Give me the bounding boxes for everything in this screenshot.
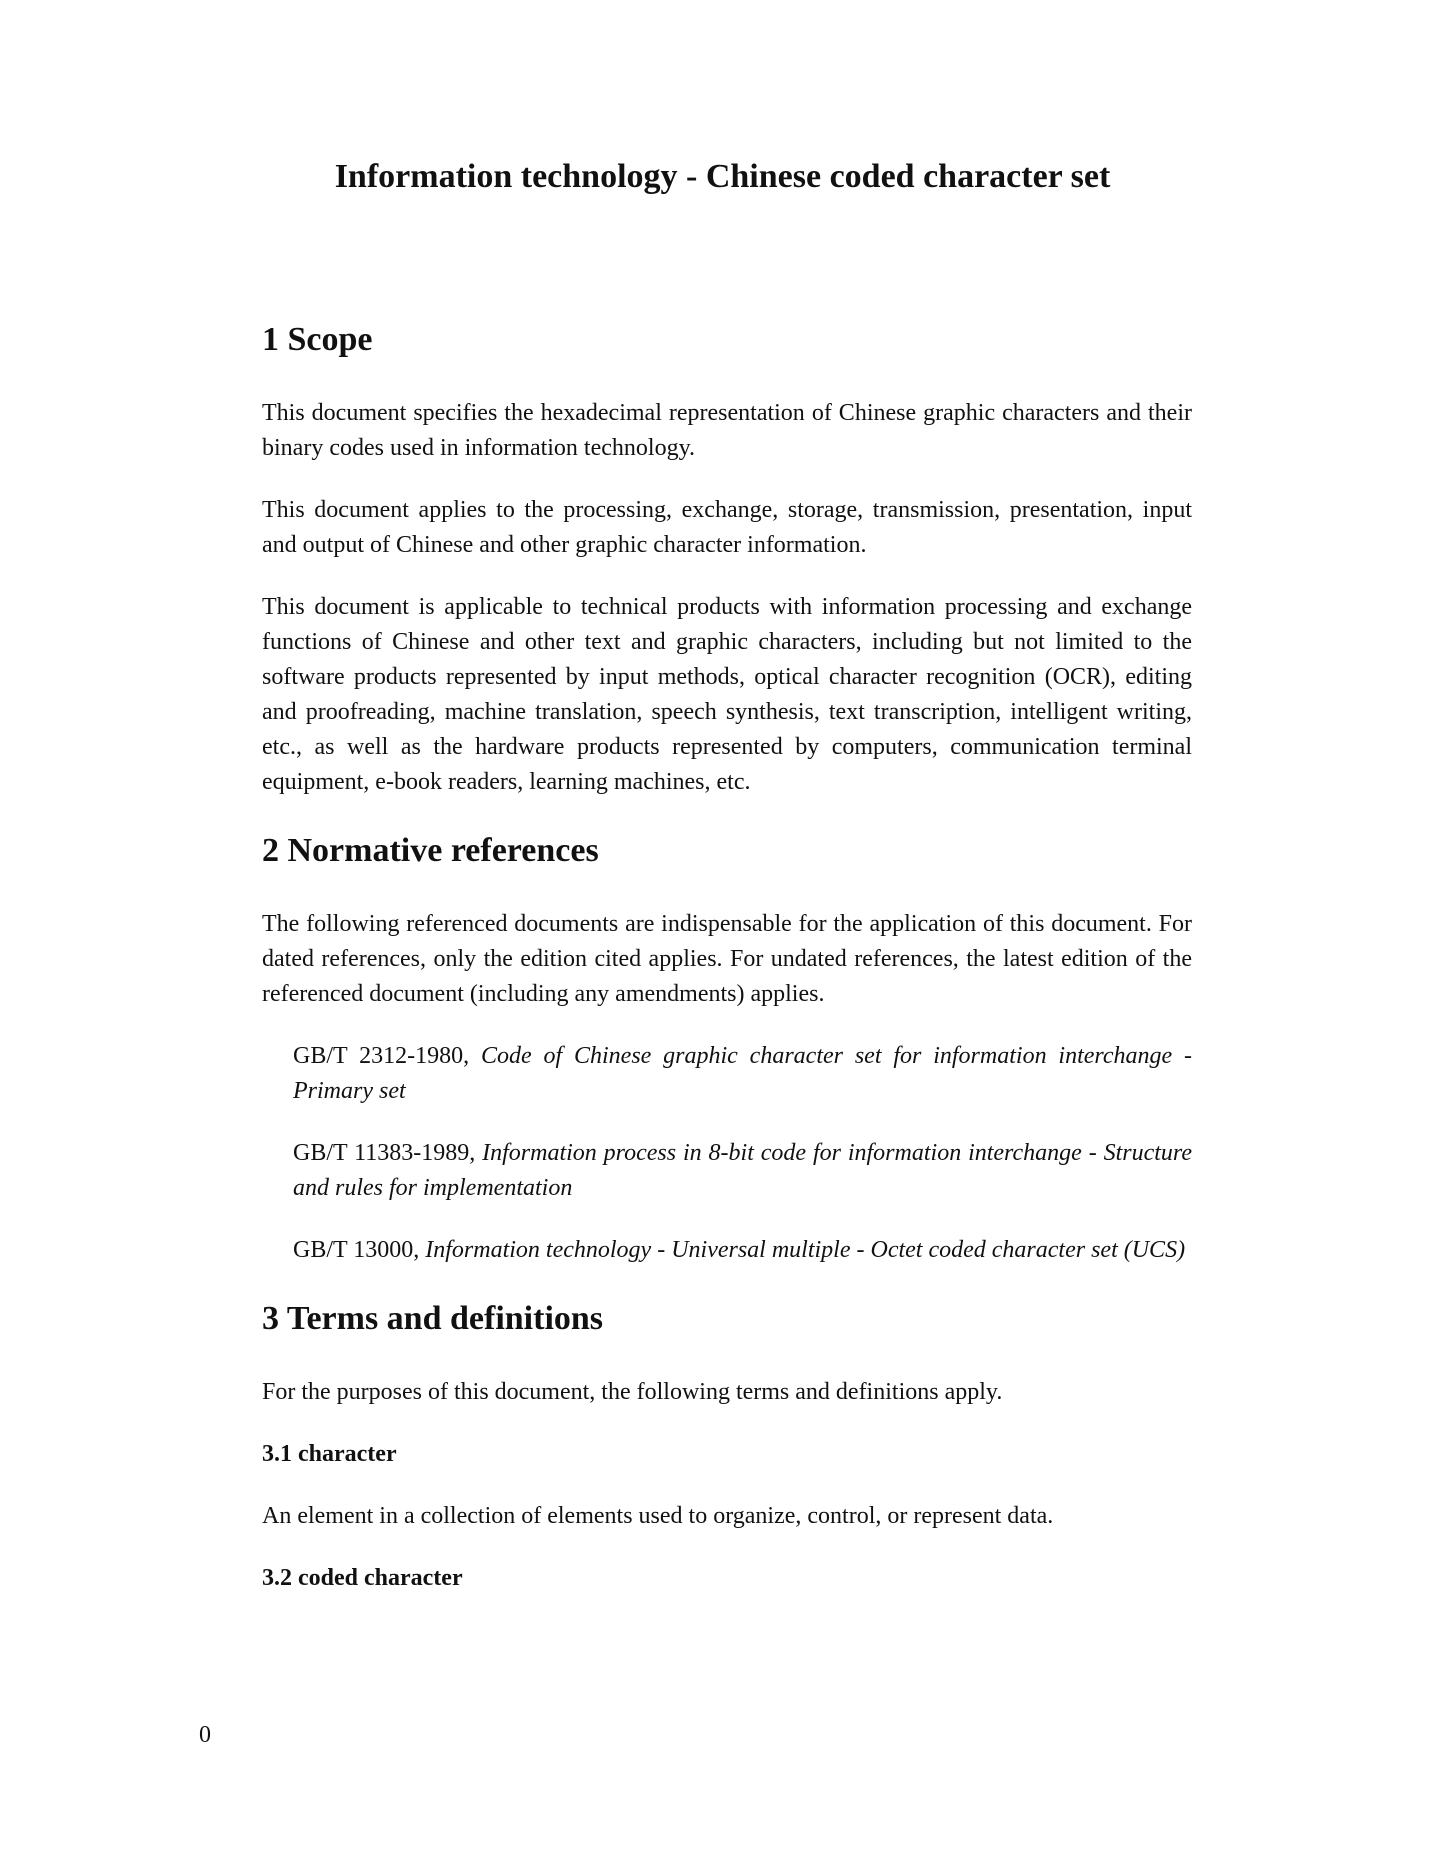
reference-item (293, 1136, 1192, 1206)
scope-paragraph: This document specifies the hexadecimal representation of Chinese graphic characters and their binary codes used in information technology. (262, 400, 1192, 461)
term-heading: 3.1 character (262, 1441, 397, 1467)
reference-item (293, 1233, 1192, 1268)
document-body (262, 316, 1192, 1596)
scope-paragraph: This document is applicable to technical products with information processing and exchange functions of Chinese and other text and graphic characters, including but not limited to the software products represented by input methods, optical character recognition (OCR), editing and proofreading, machine translation, speech synthesis, text transcription, intelligent writing, etc., as well as the hardware products represented by computers, communication terminal equipment, e-book readers, learning machines, etc. (262, 594, 1192, 795)
document-title: Information technology - Chinese coded character set (334, 158, 1111, 195)
section-heading-scope: 1 Scope (262, 321, 373, 358)
reference-code: GB/T 13000, (293, 1237, 420, 1263)
terms-intro: For the purposes of this document, the following terms and definitions apply. (262, 1379, 1003, 1405)
scope-paragraph: This document applies to the processing, exchange, storage, transmission, presentation, input and output of Chinese and other graphic character information. (262, 497, 1192, 558)
reference-code: GB/T 2312-1980, (293, 1043, 470, 1069)
term-heading: 3.2 coded character (262, 1565, 463, 1591)
reference-item (293, 1039, 1192, 1109)
section-heading-normative-references: 2 Normative references (262, 832, 599, 869)
reference-title: Information technology - Universal multiple - Octet coded character set (UCS) (425, 1237, 1186, 1263)
reference-code: GB/T 11383-1989, (293, 1140, 476, 1166)
page-number: 0 (199, 1722, 211, 1748)
term-definition: An element in a collection of elements used to organize, control, or represent data. (262, 1503, 1054, 1529)
reference-title: Information process in 8-bit code for information interchange - Structure and rules for implementation (293, 1140, 1193, 1201)
section-heading-terms-definitions: 3 Terms and definitions (262, 1300, 604, 1337)
normative-intro: The following referenced documents are indispensable for the application of this document. For dated references, only the edition cited applies. For undated references, the latest edition of the referenced document (including any amendments) applies. (262, 911, 1192, 1007)
reference-title: Code of Chinese graphic character set for information interchange - Primary set (293, 1043, 1193, 1104)
